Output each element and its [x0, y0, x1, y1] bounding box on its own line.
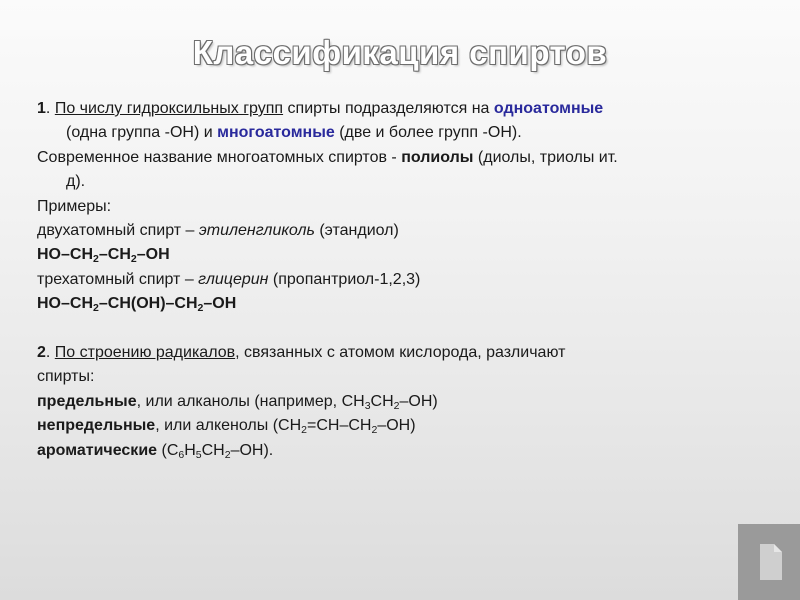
- section-1-line-1: [37, 97, 777, 121]
- modern-name-line-2: д).: [66, 173, 86, 191]
- aromatic-term: ароматические: [37, 441, 158, 459]
- section-2-line-1: 2. По строению радикалов, связанных с атомом кислорода, различают: [37, 344, 566, 362]
- dihydric-example: двухатомный спирт – этиленгликоль (этандиол): [37, 222, 399, 240]
- page-corner-icon[interactable]: [738, 524, 800, 600]
- ethylene-glycol-formula: $HO-CH_2-CH_2-OH$: [37, 246, 170, 266]
- section-2-number: 2: [37, 344, 46, 362]
- glycerol-name: глицерин: [198, 270, 269, 288]
- slide-title: Классификация спиртов: [192, 34, 608, 71]
- monohydric-term: одноатомные: [493, 100, 604, 117]
- polyhydric-term: многоатомные: [217, 124, 335, 142]
- unsaturated-line: непредельные, или алкенолы $(CH_2=CH-CH_2-OH)$: [37, 417, 416, 437]
- ethylene-glycol-name: этиленгликоль: [198, 222, 315, 240]
- modern-name-line: Современное название многоатомных спиртов - полиолы (диолы, триолы ит.: [37, 148, 618, 166]
- section-1-line-2: (одна группа -ОН) и многоатомные (две и более групп -ОН).: [66, 124, 522, 142]
- examples-label: Примеры:: [37, 197, 112, 215]
- saturated-term: предельные: [37, 392, 137, 410]
- unsaturated-term: непредельные: [37, 417, 156, 435]
- saturated-line: предельные, или алканолы (например, $CH_3CH_2-OH$): [37, 392, 438, 412]
- slide-body: [37, 97, 777, 463]
- section-1-heading: По числу гидроксильных групп: [54, 100, 284, 117]
- section-1-number: 1: [37, 100, 46, 117]
- polyols-term: полиолы: [401, 148, 474, 166]
- section-1-dot: .: [45, 100, 51, 117]
- section-2-line-2: спирты:: [37, 368, 95, 386]
- spacer: [37, 317, 777, 341]
- glycerol-formula: $HO-CH_2-CH(OH)-CH_2-OH$: [37, 295, 237, 315]
- section-1-text: спирты подразделяются на: [283, 100, 494, 117]
- trihydric-example: трехатомный спирт – глицерин (пропантриол-1,2,3): [37, 270, 421, 288]
- section-2-heading: По строению радикалов: [54, 344, 236, 362]
- aromatic-line: ароматические $(C_6H_5CH_2-OH)$.: [37, 441, 274, 461]
